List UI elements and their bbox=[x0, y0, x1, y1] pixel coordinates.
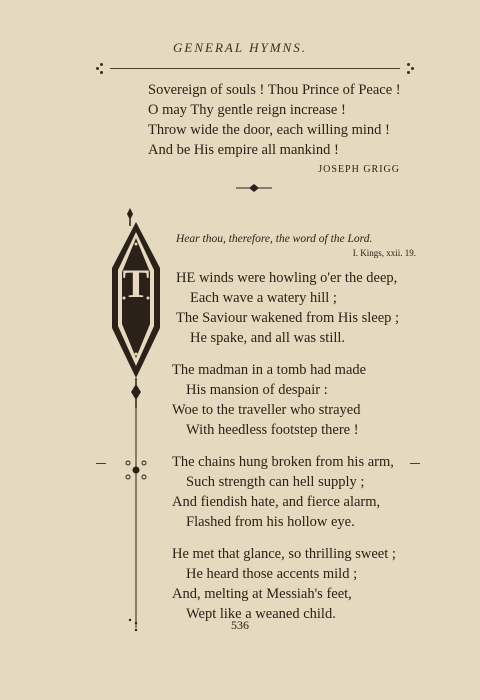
verse-line: O may Thy gentle reign increase ! bbox=[148, 102, 346, 118]
section-ornament bbox=[234, 183, 274, 193]
verse-line: And, melting at Messiah's feet, bbox=[172, 586, 352, 602]
author-name: JOSEPH GRIGG bbox=[318, 164, 400, 175]
verse-line: Flashed from his hollow eye. bbox=[186, 514, 355, 530]
stanza-2 bbox=[172, 360, 366, 440]
verse-line: His mansion of despair : bbox=[186, 382, 328, 398]
verse-line: He spake, and all was still. bbox=[190, 330, 346, 346]
verse-line: Throw wide the door, each willing mind ! bbox=[148, 122, 390, 138]
epigraph: Hear thou, therefore, the word of the Lord. bbox=[176, 233, 373, 245]
running-head: GENERAL HYMNS. bbox=[173, 40, 307, 55]
top-stanza bbox=[148, 80, 401, 160]
verse-line: Woe to the traveller who strayed bbox=[172, 402, 361, 418]
drop-cap-letter: T bbox=[122, 261, 150, 306]
verse-line: He met that glance, so thrilling sweet ; bbox=[172, 546, 396, 562]
verse-line: HE winds were howling o'er the deep, bbox=[176, 270, 398, 286]
stanza-3 bbox=[172, 452, 394, 532]
verse-line: With heedless footstep there ! bbox=[186, 422, 359, 438]
verse-line: And fiendish hate, and fierce alarm, bbox=[172, 494, 381, 510]
verse-line: And be His empire all mankind ! bbox=[148, 142, 339, 158]
verse-line: Each wave a watery hill ; bbox=[190, 290, 337, 306]
stanza-1 bbox=[176, 268, 399, 348]
verse-line: Wept like a weaned child. bbox=[186, 606, 336, 622]
verse-line: The madman in a tomb had made bbox=[172, 362, 367, 378]
verse-line: Sovereign of souls ! Thou Prince of Peace ! bbox=[148, 82, 401, 98]
page-number: 536 bbox=[231, 618, 249, 632]
verse-line: He heard those accents mild ; bbox=[186, 566, 358, 582]
epigraph-reference: I. Kings, xxii. 19. bbox=[352, 248, 416, 258]
verse-line: Such strength can hell supply ; bbox=[186, 474, 365, 490]
verse-line: The chains hung broken from his arm, bbox=[172, 454, 394, 470]
stanza-4 bbox=[172, 544, 396, 624]
verse-line: The Saviour wakened from His sleep ; bbox=[176, 310, 400, 326]
